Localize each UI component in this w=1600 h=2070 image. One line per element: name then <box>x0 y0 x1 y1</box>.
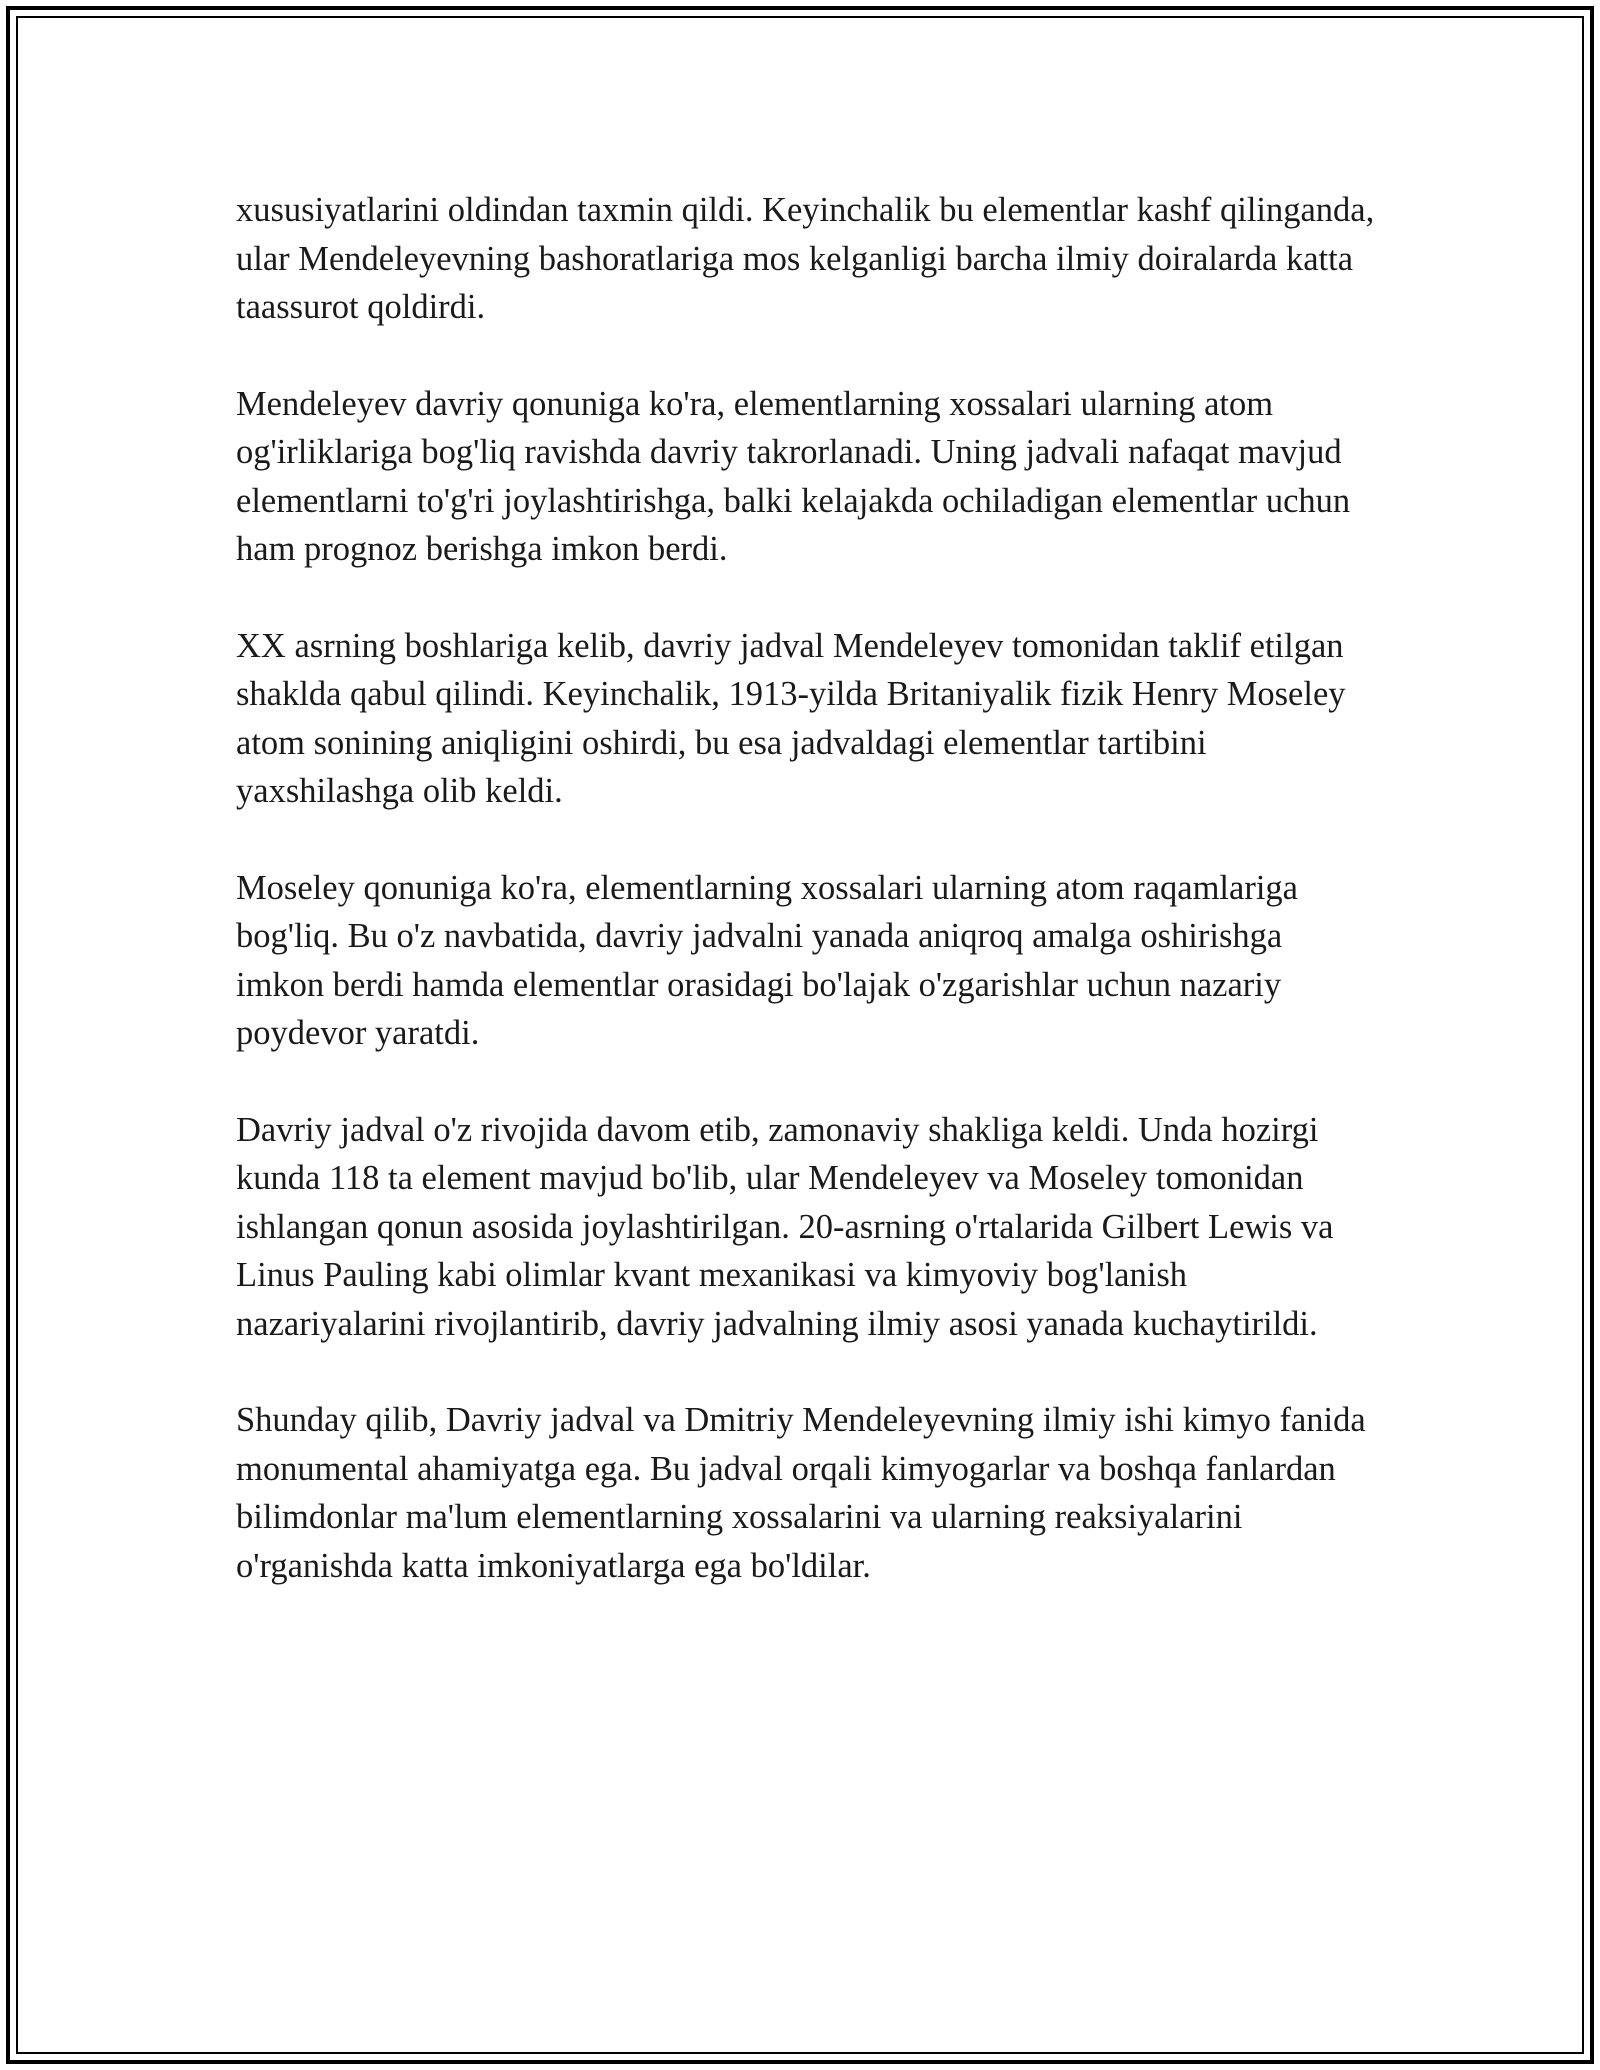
paragraph-6: Shunday qilib, Davriy jadval va Dmitriy Mendeleyevning ilmiy ishi kimyo fanida monumental ahamiyatga ega. Bu jadval orqali kimyogarlar va boshqa fanlardan bilimdonlar ma'lum elementlarning xossalarini va ularning reaksiyalarini o'rganishda katta imkoniyatlarga ega bo'ldilar. <box>236 1401 1366 1585</box>
paragraph-1: xususiyatlarini oldindan taxmin qildi. Keyinchalik bu elementlar kashf qilinganda, ular Mendeleyevning bashoratlariga mos kelganligi barcha ilmiy doiralarda katta taassurot qoldirdi. <box>236 191 1375 326</box>
paragraph-5: Davriy jadval o'z rivojida davom etib, zamonaviy shakliga keldi. Unda hozirgi kunda 118 ta element mavjud bo'lib, ular Mendeleyev va Moseley tomonidan ishlangan qonun asosida joylashtirilgan. 20-asrning o'rtalarida Gilbert Lewis va Linus Pauling kabi olimlar kvant mexanikasi va kimyoviy bog'lanish nazariyalarini rivojlantirib, davriy jadvalning ilmiy asosi yanada kuchaytirildi. <box>236 1110 1334 1343</box>
document-body <box>236 186 1376 1638</box>
paragraph-3: XX asrning boshlariga kelib, davriy jadval Mendeleyev tomonidan taklif etilgan shaklda qabul qilindi. Keyinchalik, 1913-yilda Britaniyalik fizik Henry Moseley atom sonining aniqligini oshirdi, bu esa jadvaldagi elementlar tartibini yaxshilashga olib keldi. <box>236 626 1346 810</box>
paragraph-2: Mendeleyev davriy qonuniga ko'ra, elementlarning xossalari ularning atom og'irliklariga bog'liq ravishda davriy takrorlanadi. Uning jadvali nafaqat mavjud elementlarni to'g'ri joylashtirishga, balki kelajakda ochiladigan elementlar uchun ham prognoz berishga imkon berdi. <box>236 384 1351 568</box>
paragraph-4: Moseley qonuniga ko'ra, elementlarning xossalari ularning atom raqamlariga bog'liq. Bu o'z navbatida, davriy jadvalni yanada aniqroq amalga oshirishga imkon berdi hamda elementlar orasidagi bo'lajak o'zgarishlar uchun nazariy poydevor yaratdi. <box>236 868 1298 1052</box>
